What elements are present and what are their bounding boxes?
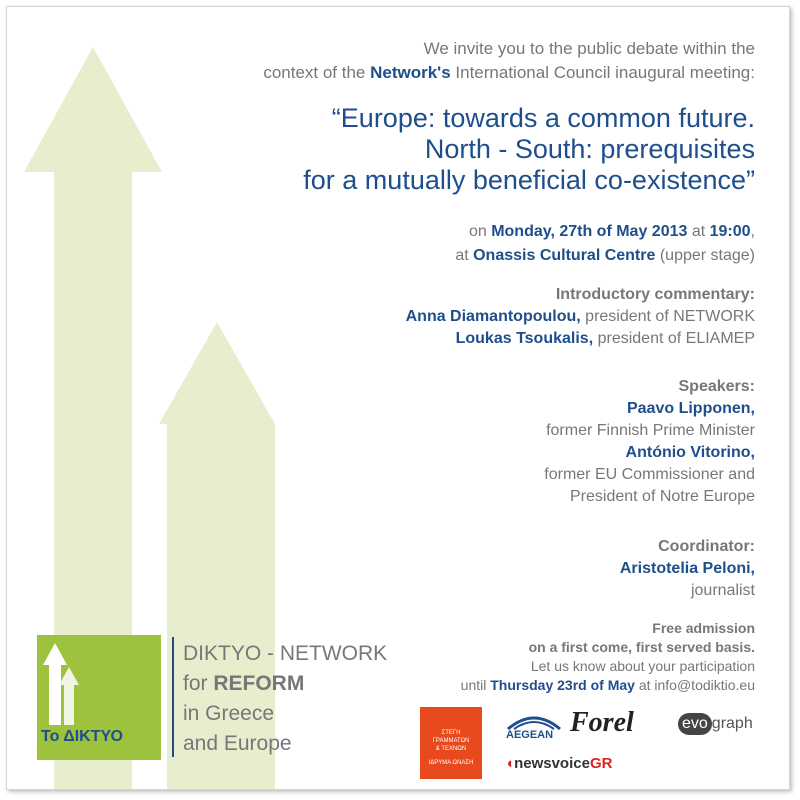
logo-line-2: [183, 669, 387, 699]
aegean-logo: AEGEAN: [506, 729, 554, 741]
title-line-3: for a mutually beneficial co-existence”: [303, 165, 755, 195]
logo-line-4: and Europe: [183, 732, 292, 755]
newsvoice-text: newsvoice: [514, 755, 590, 772]
logo-line-1: DIKTYO - NETWORK: [183, 642, 388, 665]
venue-stage: (upper stage): [655, 247, 755, 264]
logo-divider: [172, 637, 174, 757]
at2-text: at: [455, 247, 474, 264]
date-line: [455, 220, 755, 244]
admission-line-2: on a first come, first served basis.: [528, 639, 755, 655]
coordinator-section: [620, 536, 755, 602]
commentator-2-name: Loukas Tsoukalis,: [455, 330, 594, 347]
commentator-1: [406, 306, 755, 328]
rsvp-email: at info@todiktio.eu: [634, 677, 755, 693]
intro-commentary-heading: Introductory commentary:: [555, 286, 755, 303]
event-date-venue: [455, 220, 755, 268]
commentator-2: [406, 328, 755, 350]
invitation-card: [6, 6, 790, 790]
event-date: Monday, 27th of May 2013: [491, 223, 688, 240]
speaker-2-role-1: former EU Commissioner and: [544, 466, 755, 483]
commentator-2-role: president of ELIAMEP: [593, 330, 755, 347]
speaker-1-role: former Finnish Prime Minister: [546, 422, 755, 439]
stegi-line-4: ΙΔΡΥΜΑ ΩΝΑΣΗ: [428, 760, 474, 766]
newsvoice-icon: ◖: [505, 755, 515, 772]
forel-logo: Forel: [570, 707, 634, 738]
coordinator-heading: Coordinator:: [658, 538, 755, 555]
admission-info: [355, 619, 755, 695]
coordinator-name: Aristotelia Peloni,: [619, 560, 755, 577]
commentator-1-name: Anna Diamantopoulou,: [405, 308, 581, 325]
speaker-2-role-2: President of Notre Europe: [570, 488, 755, 505]
admission-line-4: [355, 676, 755, 695]
intro-line-2-c: International Council inaugural meeting:: [450, 63, 755, 82]
event-time: 19:00: [709, 223, 751, 240]
until-text: until: [460, 677, 491, 693]
title-line-1: “Europe: towards a common future.: [331, 103, 755, 133]
logo-green-box: [37, 635, 161, 760]
logo-line-2-b: REFORM: [213, 672, 305, 695]
logo-line-2-a: for: [183, 672, 214, 695]
speaker-1-name: Paavo Lipponen,: [626, 400, 755, 417]
admission-line-3: Let us know about your participation: [530, 658, 755, 674]
admission-line-1: Free admission: [652, 620, 755, 636]
network-label: Network's: [370, 63, 451, 82]
coordinator-role: journalist: [690, 582, 755, 599]
stegi-line-1: ΣΤΕΓΗ: [441, 730, 461, 736]
speakers-heading: Speakers:: [678, 378, 755, 395]
commentator-1-role: president of NETWORK: [580, 308, 755, 325]
venue-line: [455, 244, 755, 268]
logo-line-3: in Greece: [183, 702, 275, 725]
sponsor-logos: [420, 707, 765, 787]
stegi-line-2: ΓΡΑΜΜΑΤΩΝ: [432, 738, 470, 744]
rsvp-deadline: Thursday 23rd of May: [490, 677, 635, 693]
logo-name: Το ΔΙΚΤΥΟ: [41, 728, 123, 745]
intro-line-1: We invite you to the public debate within the: [423, 39, 755, 58]
onassis-stegi-logo: [420, 707, 482, 779]
speakers-section: [544, 376, 755, 508]
on-text: on: [468, 223, 492, 240]
evo-part: evo: [678, 713, 712, 735]
intro-line-2: [155, 61, 755, 85]
graph-part: graph: [711, 715, 753, 732]
event-venue: Onassis Cultural Centre: [473, 247, 656, 264]
intro-line-2-a: context of the: [263, 63, 371, 82]
comma-text: ,: [750, 223, 755, 240]
newsvoice-gr: GR: [589, 755, 613, 772]
intro-text: [155, 37, 755, 85]
speaker-2-name: António Vitorino,: [625, 444, 755, 461]
newsvoice-logo: [505, 755, 612, 772]
stegi-line-3: & ΤΕΧΝΩΝ: [435, 746, 467, 752]
debate-title: [155, 103, 755, 196]
evograph-logo: [678, 713, 753, 735]
intro-commentary-section: [406, 284, 755, 350]
logo-text: [183, 639, 387, 759]
at-text: at: [687, 223, 710, 240]
title-line-2: North - South: prerequisites: [424, 134, 755, 164]
